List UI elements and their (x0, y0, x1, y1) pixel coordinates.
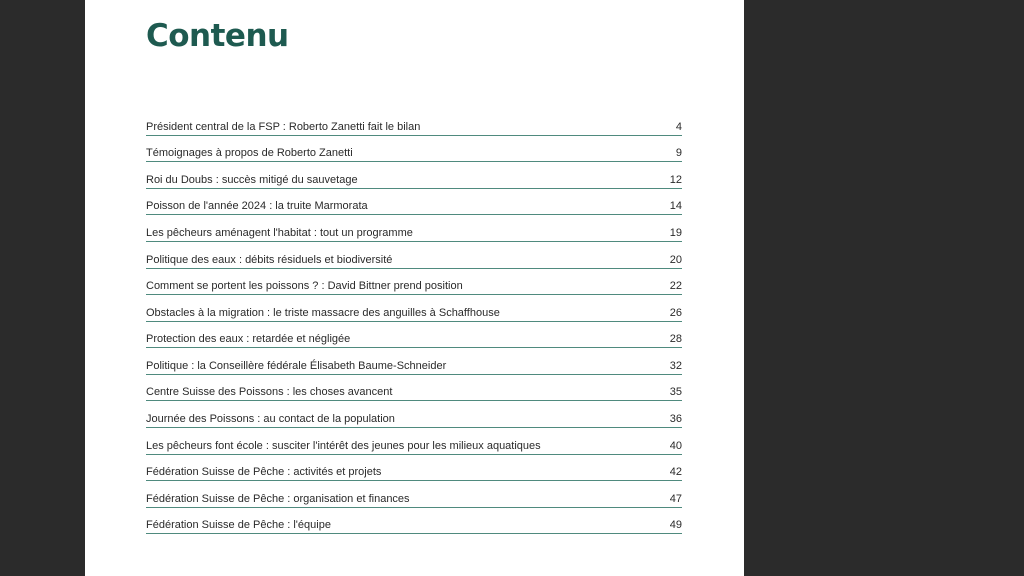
toc-entry[interactable] (146, 403, 682, 428)
toc-entry-page-number: 49 (669, 519, 682, 532)
document-page (85, 0, 744, 576)
toc-entry[interactable] (146, 164, 682, 189)
toc-entry[interactable] (146, 510, 682, 535)
toc-entry-label: Témoignages à propos de Roberto Zanetti (146, 147, 353, 160)
toc-entry-page-number: 42 (669, 466, 682, 479)
toc-entry-label: Poisson de l'année 2024 : la truite Marmorata (146, 200, 368, 213)
toc-entry[interactable] (146, 138, 682, 163)
toc-entry-label: Comment se portent les poissons ? : David Bittner prend position (146, 280, 463, 293)
toc-entry-page-number: 28 (669, 333, 682, 346)
toc-entry-label: Politique des eaux : débits résiduels et biodiversité (146, 253, 393, 266)
toc-entry-page-number: 32 (669, 359, 682, 372)
toc-entry-page-number: 14 (669, 200, 682, 213)
toc-entry-page-number: 40 (669, 439, 682, 452)
toc-entry-label: Président central de la FSP : Roberto Zanetti fait le bilan (146, 120, 421, 133)
toc-entry-label: Roi du Doubs : succès mitigé du sauvetage (146, 173, 358, 186)
toc-entry[interactable] (146, 270, 682, 295)
toc-entry-label: Journée des Poissons : au contact de la population (146, 413, 395, 426)
toc-entry-page-number: 4 (675, 120, 682, 133)
toc-entry[interactable] (146, 350, 682, 375)
toc-entry-label: Fédération Suisse de Pêche : activités et projets (146, 466, 382, 479)
toc-entry[interactable] (146, 217, 682, 242)
toc-entry-label: Fédération Suisse de Pêche : organisation et finances (146, 492, 410, 505)
toc-entry-label: Politique : la Conseillère fédérale Élisabeth Baume-Schneider (146, 359, 447, 372)
toc-entry-label: Protection des eaux : retardée et négligée (146, 333, 351, 346)
toc-entry-label: Obstacles à la migration : le triste massacre des anguilles à Schaffhouse (146, 306, 500, 319)
toc-entry-page-number: 19 (669, 227, 682, 239)
toc-entry-page-number: 26 (669, 306, 682, 319)
toc-entry-page-number: 35 (669, 386, 682, 399)
toc-entry[interactable] (146, 483, 682, 508)
toc-entry[interactable] (146, 324, 682, 349)
page-title: Contenu (146, 18, 289, 54)
toc-entry-page-number: 9 (675, 147, 682, 160)
toc-entry-label: Les pêcheurs font école : susciter l'intérêt des jeunes pour les milieux aquatiques (146, 439, 541, 452)
toc-entry-label: Fédération Suisse de Pêche : l'équipe (146, 519, 331, 532)
toc-entry[interactable] (146, 457, 682, 482)
toc-entry-page-number: 12 (669, 173, 682, 186)
toc-entry-page-number: 36 (669, 413, 682, 426)
toc-entry[interactable] (146, 111, 682, 136)
toc-entry[interactable] (146, 430, 682, 455)
toc-entry-label: Les pêcheurs aménagent l'habitat : tout un programme (146, 227, 413, 239)
toc-entry-page-number: 22 (669, 280, 682, 293)
toc-entry[interactable] (146, 377, 682, 402)
toc-entry-label: Centre Suisse des Poissons : les choses avancent (146, 386, 393, 399)
toc-entry[interactable] (146, 297, 682, 322)
toc-entry[interactable] (146, 244, 682, 269)
table-of-contents (146, 111, 682, 536)
toc-entry-page-number: 20 (669, 253, 682, 266)
toc-entry[interactable] (146, 191, 682, 216)
toc-entry-page-number: 47 (669, 492, 682, 505)
